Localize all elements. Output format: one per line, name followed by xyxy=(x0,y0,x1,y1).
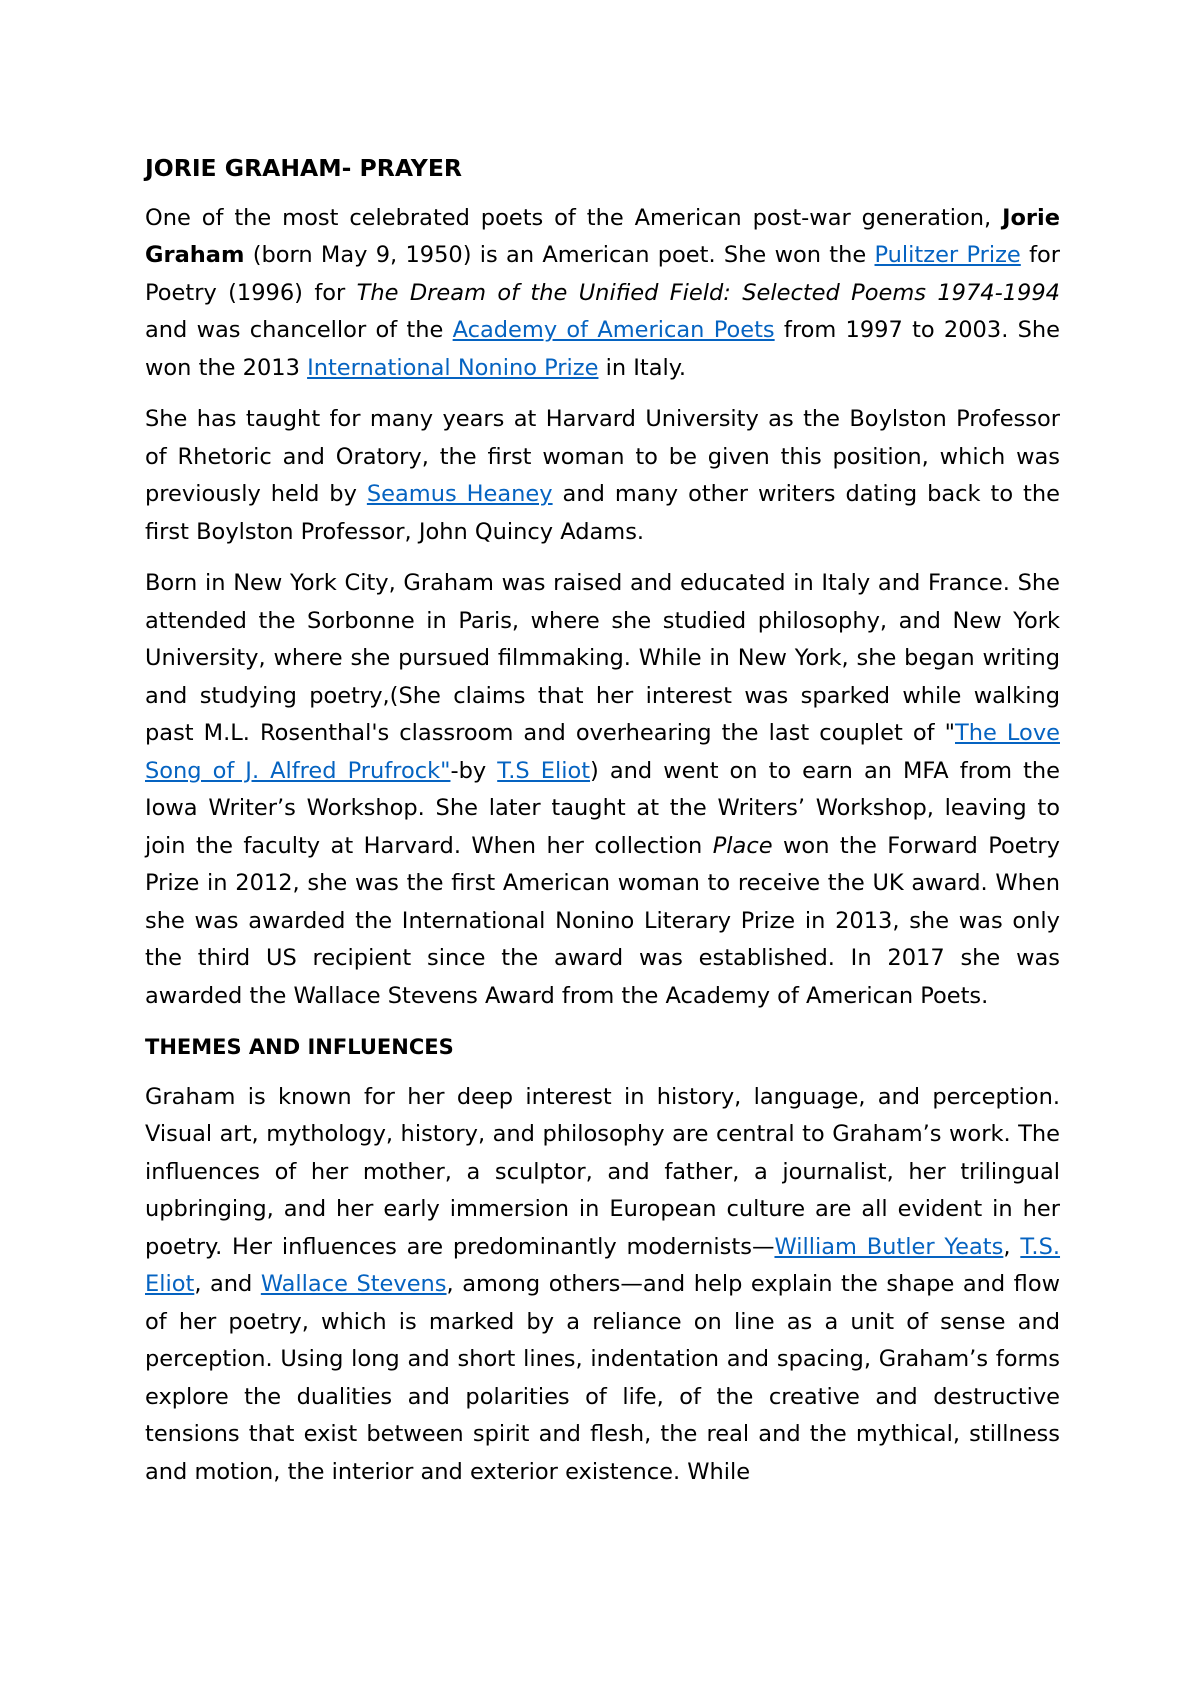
text-run: , among others—and help explain the shape and flow of her poetry, which is marked by a reliance on line as a unit of sense and perception. Using long and short lines, indentation and spacing, Graham’s forms explore the dualities and polarities of life, of the creative and destructive tensions that exist between spirit and flesh, the real and the mythical, stillness and motion, the interior and exterior existence. While xyxy=(145,1271,1060,1485)
section-heading: THEMES AND INFLUENCES xyxy=(145,1035,454,1059)
text-run: , xyxy=(1003,1233,1021,1260)
text-run: , and xyxy=(194,1271,261,1297)
text-run: in Italy. xyxy=(598,354,687,381)
text-run: for Poetry (1996) for xyxy=(145,242,1061,306)
paragraph-biography xyxy=(145,565,1060,1015)
link-wallace-stevens[interactable]: Wallace Stevens xyxy=(260,1271,447,1297)
link-international-nonino-prize[interactable]: International Nonino Prize xyxy=(307,354,599,381)
link-prufrock[interactable]: The Love Song of J. Alfred Prufrock" xyxy=(145,720,1060,784)
paragraph-themes xyxy=(145,1079,1060,1492)
book-title: The Dream of the Unified Field: Selected Poems 1974-1994 xyxy=(356,279,1060,306)
text-run: She has taught for many years at Harvard University as the Boylston Professor of Rhetoric and Oratory, the first woman to be given this position, which was previously held by xyxy=(145,406,1060,507)
paragraph-intro xyxy=(145,200,1060,388)
text-run: Graham is known for her deep interest in history, language, and perception. Visual art, mythology, history, and philosophy are central to Graham’s work. The influences of her mother, a sculptor, and father, a journalist, her trilingual upbringing, and her early immersion in European culture are all evident in her poetry. Her influences are predominantly modernists— xyxy=(145,1083,1060,1260)
text-run: ) and went on to earn an MFA from the Iowa Writer’s Workshop. She later taught at the Writers’ Workshop, leaving to join the faculty at Harvard. When her collection xyxy=(145,757,1061,859)
link-ts-eliot[interactable]: T.S Eliot xyxy=(497,757,591,784)
text-run: from 1997 to 2003. She won the 2013 xyxy=(145,317,1060,381)
link-ts-eliot-2[interactable]: T.S. Eliot xyxy=(145,1233,1061,1297)
text-run: and was chancellor of the xyxy=(145,317,453,343)
collection-title: Place xyxy=(712,832,773,859)
link-william-butler-yeats[interactable]: William Butler Yeats xyxy=(774,1233,1004,1260)
link-academy-of-american-poets[interactable]: Academy of American Poets xyxy=(452,317,775,343)
text-run: One of the most celebrated poets of the American post-war generation, xyxy=(145,204,1003,231)
bold-name: Jorie Graham xyxy=(145,204,1060,268)
text-run: (born May 9, 1950) is an American poet. She won the xyxy=(244,242,875,268)
document-title: JORIE GRAHAM- PRAYER xyxy=(145,154,462,182)
document-page xyxy=(145,150,1060,1505)
text-run: -by xyxy=(450,757,498,784)
text-run: and many other writers dating back to the first Boylston Professor, John Quincy Adams. xyxy=(145,481,1060,545)
link-pulitzer-prize[interactable]: Pulitzer Prize xyxy=(874,242,1021,268)
link-seamus-heaney[interactable]: Seamus Heaney xyxy=(366,481,553,507)
text-run: won the Forward Poetry Prize in 2012, she was the first American woman to receive the UK award. When she was awarded the International Nonino Literary Prize in 2013, she was only the third US recipient since the award was established. In 2017 she was awarded the Wallace Stevens Award from the Academy of American Poets. xyxy=(145,832,1060,1009)
paragraph-harvard xyxy=(145,401,1060,551)
text-run: Born in New York City, Graham was raised and educated in Italy and France. She attended the Sorbonne in Paris, where she studied philosophy, and New York University, where she pursued filmmaking. While in New York, she began writing and studying poetry,(She claims that her interest was sparked while walking past M.L. Rosenthal's classroom and overhearing the last couplet of " xyxy=(145,570,1060,746)
